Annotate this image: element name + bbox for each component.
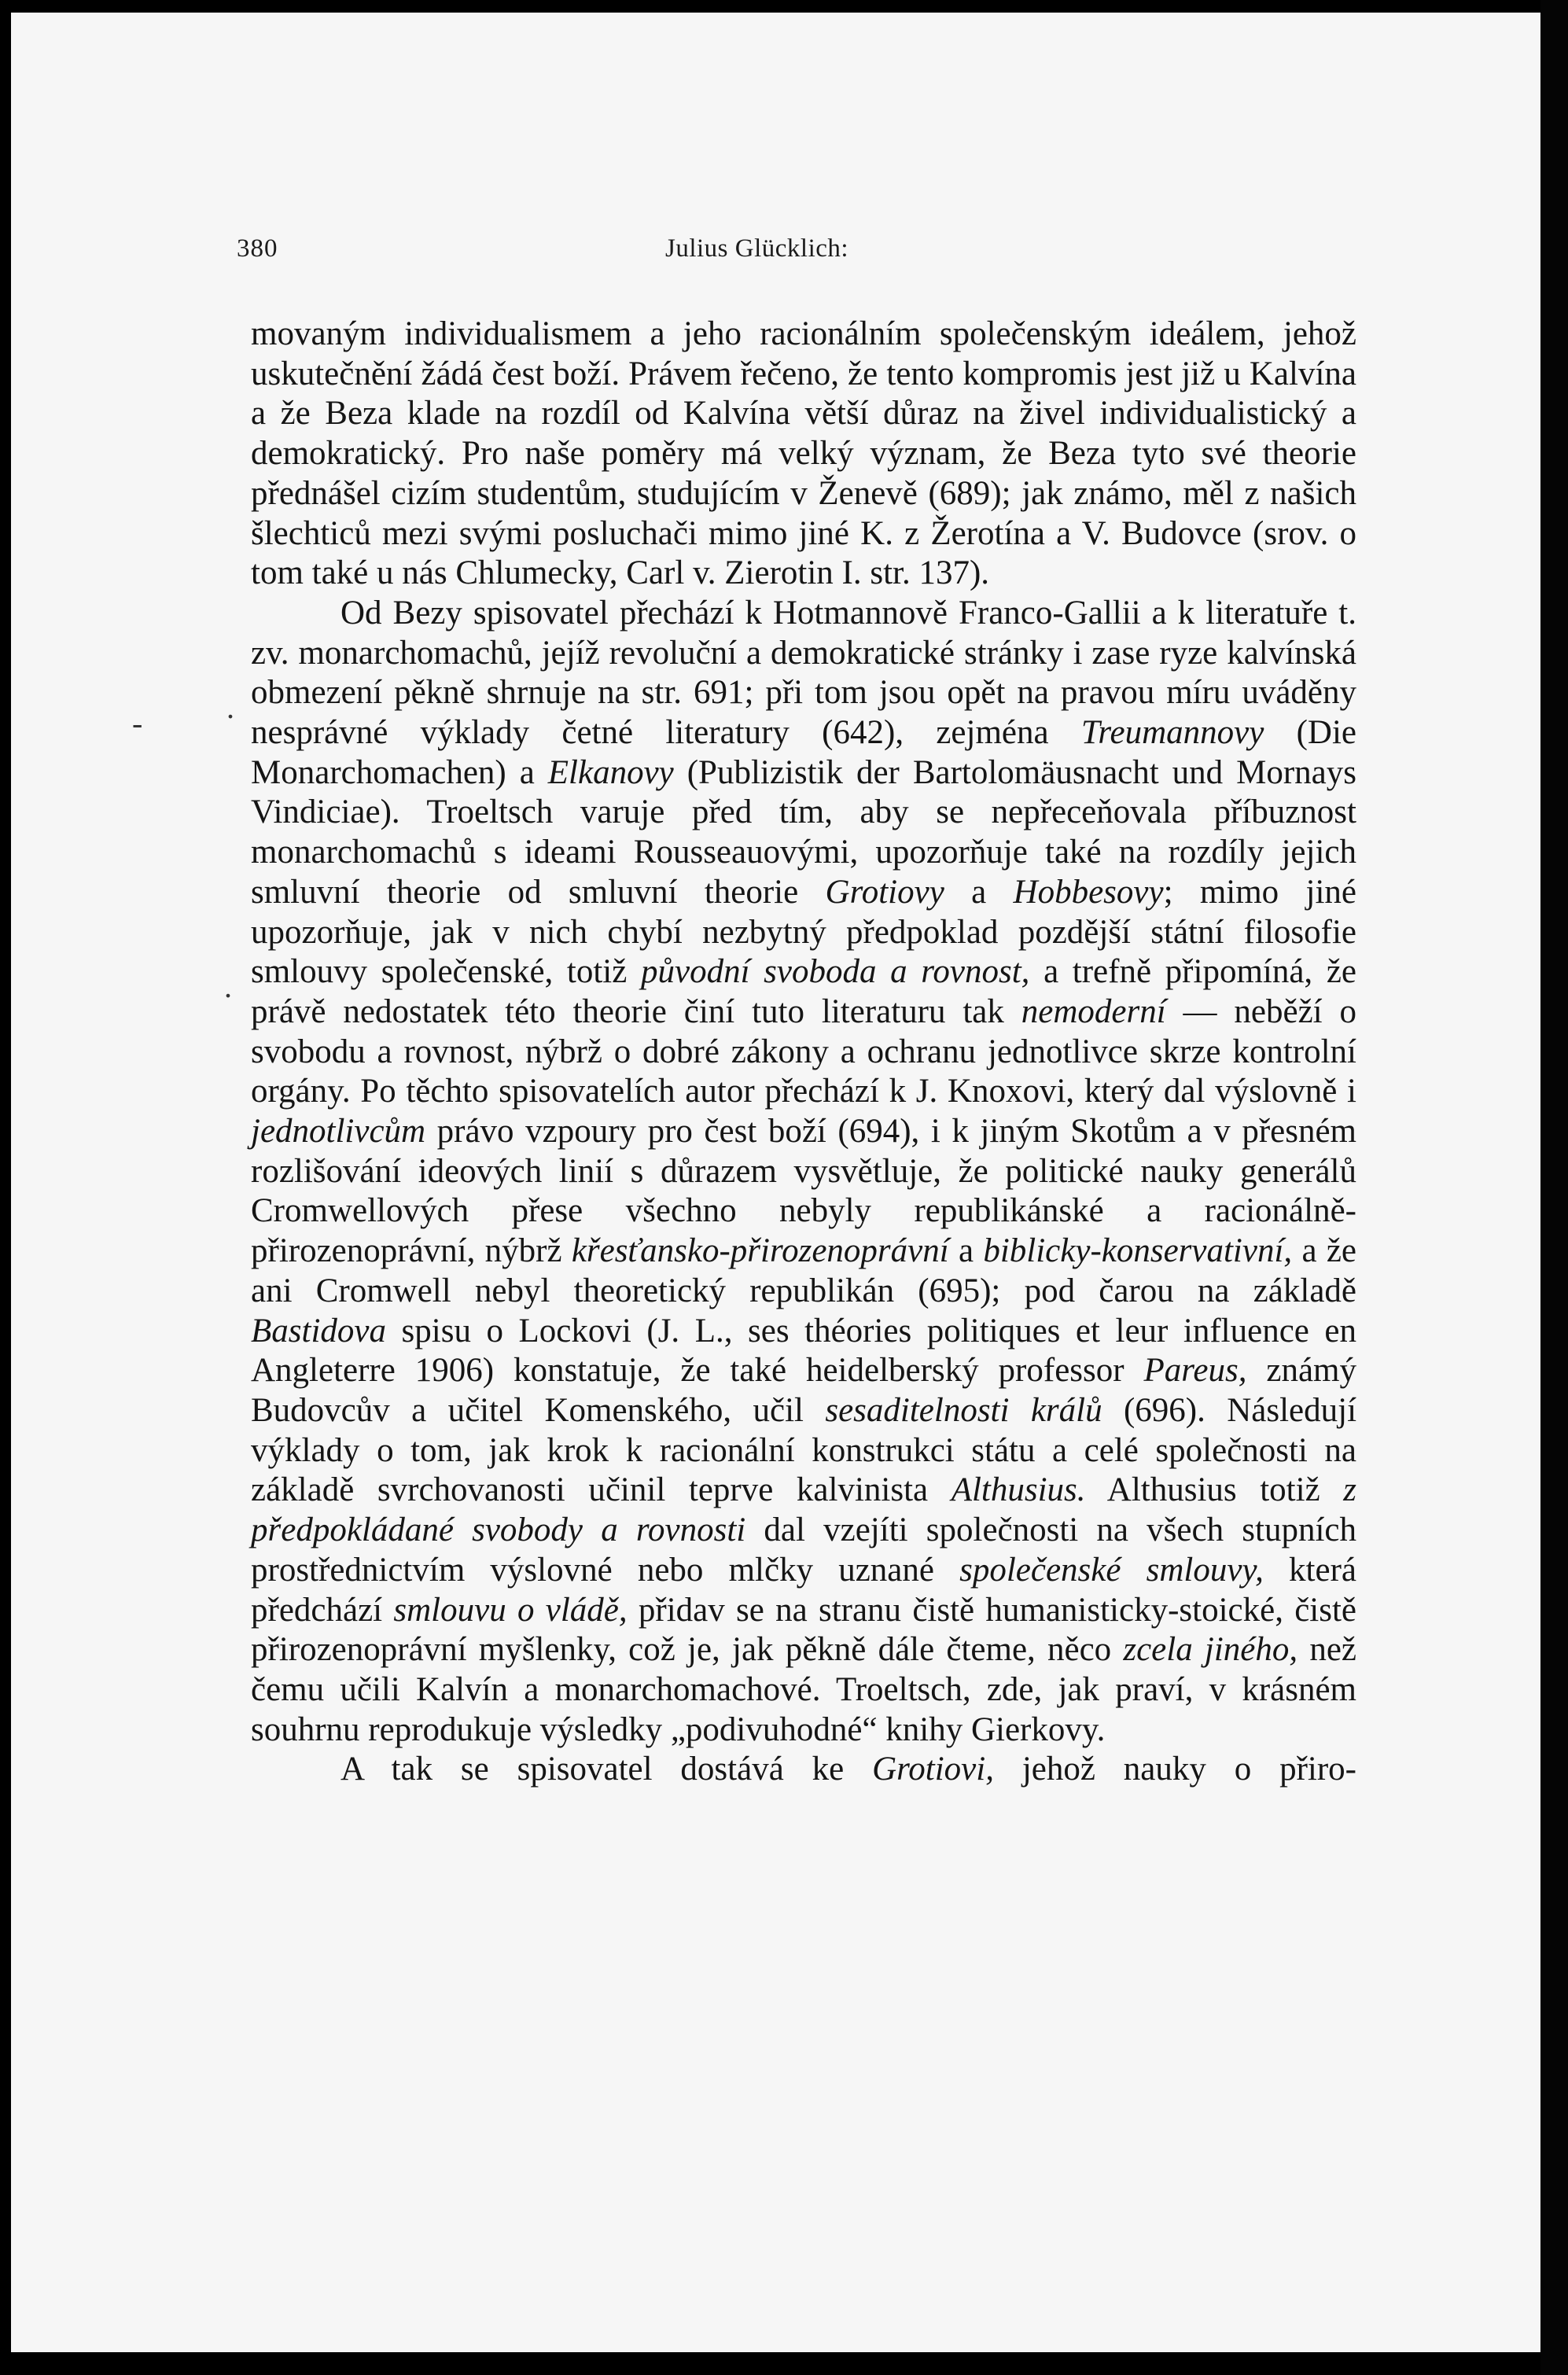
text-run: (Publizistik der Bartolomäusnacht und Mornays Vindiciae). Troeltsch varuje před tím, aby se nepřeceňovala příbuznost monarchomachů s ideami Rousseauovými, upozorňuje také na rozdíly jejich smluvní theorie od smluvní theorie <box>251 753 1356 911</box>
italic-emphasis: společenské smlouvy, <box>959 1551 1264 1589</box>
italic-emphasis: sesaditelnosti králů <box>825 1391 1102 1429</box>
page-number: 380 <box>237 234 278 263</box>
text-run: spisu o Lockovi (J. L., ses théories politiques et leur influence en Angleterre 1906) konstatuje, že také heidelberský professor <box>251 1312 1356 1390</box>
italic-emphasis: Treumannovy <box>1080 714 1264 752</box>
italic-emphasis: smlouvu o vládě, <box>393 1591 628 1629</box>
text-run: jehož nauky o přiro- <box>993 1751 1357 1788</box>
text-run: a <box>944 873 1014 911</box>
italic-emphasis: Grotiovi, <box>872 1751 994 1788</box>
italic-emphasis: Pareus, <box>1143 1352 1247 1390</box>
text-run: (696). Následují výklady o tom, jak krok k racionální konstrukci státu a celé společnosti na základě svrchovanosti učinil teprve kalvinista <box>251 1391 1357 1509</box>
running-head-title: Julius Glücklich: <box>665 234 849 263</box>
text-run: — neběží o svobodu a rovnost, nýbrž o dobré zákony a ochranu jednotlivce skrze kontrolní orgány. Po těchto spisovatelích autor přechází k J. Knoxovi, který dal výslovně i <box>251 992 1356 1110</box>
italic-emphasis: Bastidova <box>251 1312 386 1350</box>
text-run: Od Bezy spisovatel přechází k Hotmannově Franco-Gallii a k literatuře t. zv. monarchomachů, jejíž revoluční a demokratické stránky i zase ryze kalvínská obmezení pěkně shrnuje na str. 691; při tom jsou opět na pravou míru uváděny nesprávné výklady četné literatury (642), zejména <box>251 594 1356 752</box>
paragraph <box>251 1750 1356 1790</box>
italic-emphasis: jednotlivcům <box>251 1113 426 1151</box>
italic-emphasis: původní svoboda a rovnost, <box>640 953 1030 991</box>
italic-emphasis: biblicky-konservativní, <box>983 1232 1293 1270</box>
margin-mark: . <box>226 690 234 725</box>
text-run: známý Budovcův a učitel Komenského, učil <box>251 1352 1356 1429</box>
margin-mark: . <box>224 969 232 1004</box>
body-text <box>251 315 1356 1790</box>
text-run: dal vzejíti společnosti na všech stupních prostřednictvím výslovné nebo mlčky uznané <box>251 1512 1356 1589</box>
italic-emphasis: Althusius. <box>951 1471 1086 1509</box>
text-run: a <box>948 1232 984 1270</box>
text-run: přidav se na stranu čistě humanisticky-stoické, čistě přirozenoprávní myšlenky, což je, jak pěkně dále čteme, něco <box>251 1591 1357 1669</box>
italic-emphasis: křesťansko-přirozenoprávní <box>571 1232 949 1270</box>
paragraph <box>251 315 1356 594</box>
scan-edge <box>1540 0 1568 2375</box>
italic-emphasis: zcela jiného, <box>1123 1631 1298 1669</box>
italic-emphasis: nemoderní <box>1021 992 1166 1030</box>
paragraph <box>251 594 1356 1750</box>
text-run: movaným individualismem a jeho racionálním společenským ideálem, jehož uskutečnění žádá čest boží. Právem řečeno, že tento kompromis jest již u Kalvína a že Beza klade na rozdíl od Kalvína větší důraz na živel individualistický a demokratický. Pro naše poměry má velký význam, že Beza tyto své theorie přednášel cizím studentům, studujícím v Ženevě (689); jak známo, měl z našich šlechticů mezi svými posluchači mimo jiné K. z Žerotína a V. Budovce (srov. o tom také u nás Chlumecky, Carl v. Zierotin I. str. 137). <box>251 315 1356 592</box>
running-head <box>237 234 1357 274</box>
italic-emphasis: Hobbesovy <box>1013 873 1164 911</box>
text-run: ; mimo jiné upozorňuje, jak v nich chybí nezbytný předpoklad pozdější státní filosofie smlouvy společenské, totiž <box>251 873 1356 991</box>
text-run: která předchází <box>251 1551 1356 1629</box>
italic-emphasis: Elkanovy <box>547 753 674 791</box>
text-run: právo vzpoury pro čest boží (694), i k jiným Skotům a v přesném rozlišování ideových linií s důrazem vysvětluje, že politické nauky generálů Cromwellových přese všechno nebyly republikánské a racionálně-přirozenoprávní, nýbrž <box>251 1113 1356 1270</box>
italic-emphasis: z předpokládané svobody a rovnosti <box>251 1471 1356 1549</box>
margin-mark: - <box>132 705 143 741</box>
italic-emphasis: Grotiovy <box>825 873 944 911</box>
text-run: než čemu učili Kalvín a monarchomachové. Troeltsch, zde, jak praví, v krásném souhrnu reprodukuje výsledky „podivuhodné“ knihy Gierkovy. <box>251 1631 1357 1748</box>
text-run: a že ani Cromwell nebyl theoretický republikán (695); pod čarou na základě <box>251 1232 1357 1309</box>
text-run: a trefně připomíná, že právě nedostatek této theorie činí tuto literaturu tak <box>251 953 1356 1030</box>
text-run: (Die Monarchomachen) a <box>251 714 1357 791</box>
text-run: Althusius totiž <box>1085 1471 1344 1509</box>
text-run: A tak se spisovatel dostává ke <box>340 1751 873 1788</box>
